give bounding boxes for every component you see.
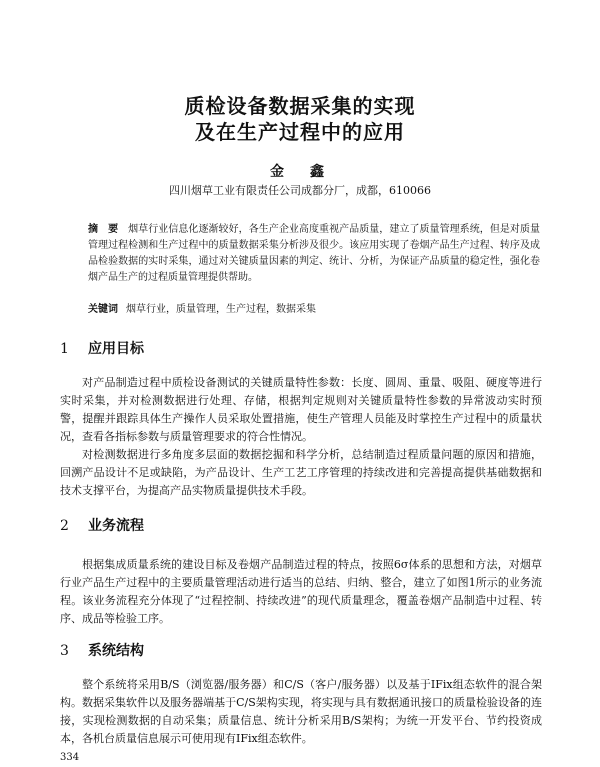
keywords-label: 关键词 [88, 304, 118, 315]
paper-title-line2: 及在生产过程中的应用 [195, 120, 405, 144]
section-1-paragraph-1: 对产品制造过程中质检设备测试的关键质量特性参数：长度、圆周、重量、吸阻、硬度等进行实时采集，并对检测数据进行处理、存储，根据判定规则对关键质量特性参数的异常波动实时预警，提醒并跟踪具体生产操作人员采取处置措施，使生产管理人员能及时掌控生产过程中的质量状况，查看各指标参数与质量管理要求的符合性情况。 [60, 376, 542, 443]
section-number: 2 [60, 518, 69, 534]
section-heading-1 [60, 340, 144, 358]
page-number: 334 [60, 752, 80, 763]
section-title: 系统结构 [88, 643, 144, 659]
section-heading-3 [60, 642, 144, 660]
section-heading-2 [60, 517, 144, 535]
paper-title-line1: 质检设备数据采集的实现 [184, 94, 416, 118]
section-title: 业务流程 [88, 518, 144, 534]
section-number: 1 [60, 341, 69, 357]
section-title: 应用目标 [88, 341, 144, 357]
keywords-text: 烟草行业，质量管理，生产过程，数据采集 [126, 304, 316, 315]
abstract-text: 烟草行业信息化逐渐较好，各生产企业高度重视产品质量，建立了质量管理系统，但是对质量管理过程检测和生产过程中的质量数据采集分析涉及很少。该应用实现了卷烟产品生产过程、转序及成品检验数据的实时采集，通过对关键质量因素的判定、统计、分析，为保证产品质量的稳定性，强化卷烟产品生产的过程质量管理提供帮助。 [88, 224, 541, 283]
abstract-label: 摘 要 [88, 224, 119, 235]
keywords [88, 303, 540, 317]
section-2-paragraph-1: 根据集成质量系统的建设目标及卷烟产品制造过程的特点，按照6σ体系的思想和方法，对烟草行业产品生产过程中的主要质量管理活动进行适当的总结、归纳、整合，建立了如图1所示的业务流程。该业务流程充分体现了“过程控制、持续改进”的现代质量理念，覆盖卷烟产品制造中过程、转序、成品等检验工序。 [60, 558, 542, 625]
section-number: 3 [60, 643, 69, 659]
section-3-paragraph-1: 整个系统将采用B/S（浏览器/服务器）和C/S（客户/服务器）以及基于IFix组态软件的混合架构。数据采集软件以及服务器端基于C/S架构实现，将实现与具有数据通讯接口的质量检验设备的连接，实现检测数据的自动采集；质量信息、统计分析采用B/S架构；为统一开发平台、节约投资成本，各机台质量信息展示可使用现有IFix组态软件。 [60, 678, 542, 745]
author-name: 金 鑫 [270, 164, 330, 180]
abstract [88, 222, 540, 286]
author-affiliation: 四川烟草工业有限责任公司成都分厂，成都，610066 [169, 184, 431, 197]
section-1-paragraph-2: 对检测数据进行多角度多层面的数据挖掘和科学分析，总结制造过程质量问题的原因和措施，回溯产品设计不足或缺陷，为产品设计、生产工艺工序管理的持续改进和完善提高提供基础数据和技术支撑平台，为提高产品实物质量提供技术手段。 [60, 448, 542, 497]
